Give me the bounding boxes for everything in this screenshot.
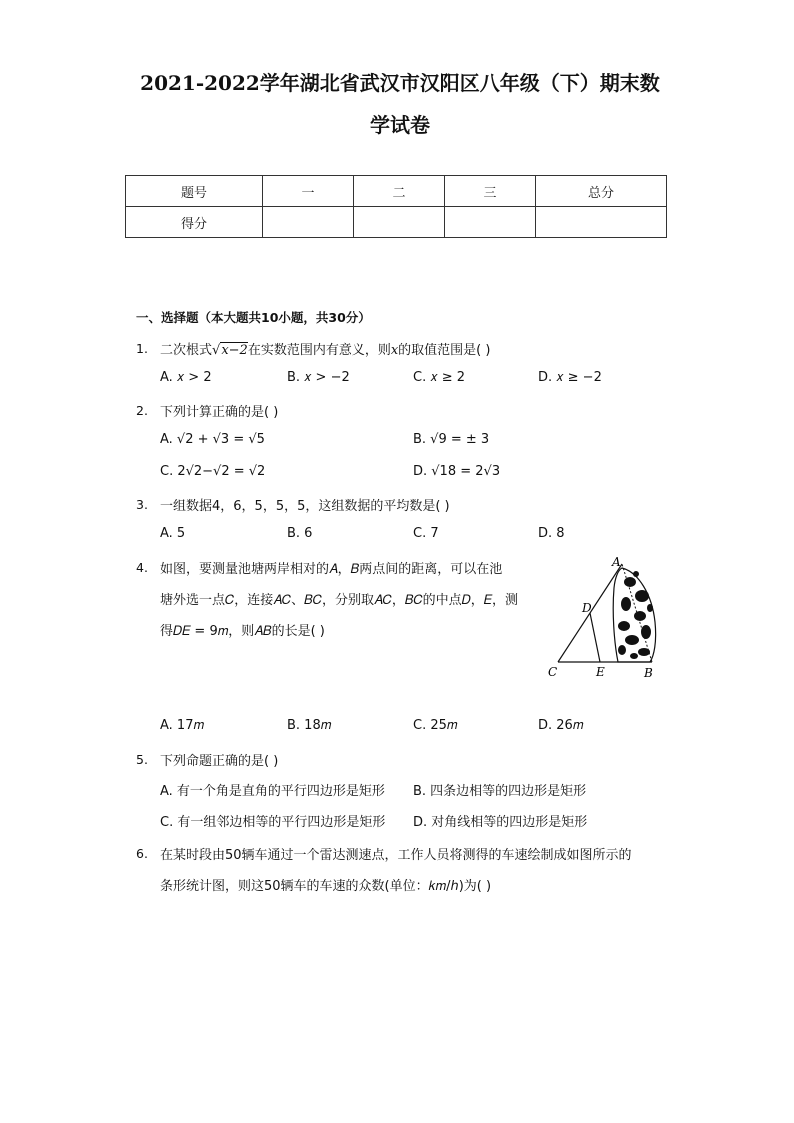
option-d[interactable]: D. √18 = 2√3	[413, 464, 501, 479]
option-a[interactable]: A. 有一个角是直角的平行四边形是矩形	[160, 784, 385, 799]
question-2-stem: 下列计算正确的是( )	[160, 405, 279, 420]
q1-text-end: 的取值范围是( )	[398, 343, 491, 358]
score-cell[interactable]	[354, 207, 445, 238]
score-table-row	[126, 207, 667, 238]
title-line-2: 学试卷	[370, 113, 430, 137]
question-4-line-1: 如图，要测量池塘两岸相对的𝐴，𝐵两点间的距离，可以在池	[160, 562, 503, 577]
question-number: 3.	[136, 497, 148, 512]
q1-variable: x	[390, 343, 399, 358]
score-cell[interactable]	[445, 207, 536, 238]
option-b[interactable]: B. 18𝑚	[287, 718, 332, 733]
question-6-line-2: 条形统计图，则这50辆车的车速的众数(单位：𝑘𝑚/ℎ)为( )	[160, 879, 492, 894]
question-number: 4.	[136, 560, 148, 575]
question-number: 6.	[136, 846, 148, 861]
question-number: 5.	[136, 752, 148, 767]
question-1-stem	[160, 339, 490, 358]
q1-text-post: 在实数范围内有意义，则	[247, 343, 391, 358]
score-cell[interactable]	[263, 207, 354, 238]
option-c[interactable]: C. 7	[413, 526, 439, 541]
question-3-stem: 一组数据4，6，5，5，5，这组数据的平均数是( )	[160, 499, 450, 514]
option-a[interactable]: A. 5	[160, 526, 186, 541]
q1-text-pre: 二次根式	[160, 343, 213, 358]
question-4-line-3: 得𝐷𝐸 = 9𝑚，则𝐴𝐵的长是( )	[160, 624, 325, 639]
score-header-cell: 一	[263, 176, 354, 207]
score-table	[125, 175, 667, 238]
option-d[interactable]: D. 𝑥 ≥ −2	[538, 370, 602, 385]
score-header-cell: 总分	[536, 176, 667, 207]
option-d[interactable]: D. 8	[538, 526, 565, 541]
option-a[interactable]: A. √2 + √3 = √5	[160, 432, 265, 447]
label-c: C	[548, 665, 558, 679]
q1-radicand: x−2	[221, 343, 248, 358]
option-c[interactable]: C. 2√2−√2 = √2	[160, 464, 266, 479]
pond-figure	[540, 552, 670, 682]
title-line-1: 2021-2022学年湖北省武汉市汉阳区八年级（下）期末数	[140, 71, 660, 95]
label-a: A	[612, 555, 621, 569]
option-b[interactable]: B. 𝑥 > −2	[287, 370, 350, 385]
option-b[interactable]: B. 四条边相等的四边形是矩形	[413, 784, 587, 799]
label-b: B	[644, 666, 653, 680]
question-number: 2.	[136, 403, 148, 418]
option-c[interactable]: C. 25𝑚	[413, 718, 458, 733]
option-a[interactable]: A. 17𝑚	[160, 718, 205, 733]
radical-sign: √	[212, 343, 221, 358]
score-cell[interactable]	[536, 207, 667, 238]
score-table-header-row	[126, 176, 667, 207]
score-row-label: 得分	[126, 207, 263, 238]
label-e: E	[596, 665, 605, 679]
option-c[interactable]: C. 有一组邻边相等的平行四边形是矩形	[160, 815, 386, 830]
question-4-line-2: 塘外选一点𝐶，连接𝐴𝐶、𝐵𝐶，分别取𝐴𝐶，𝐵𝐶的中点𝐷，𝐸，测	[160, 593, 518, 608]
question-number: 1.	[136, 341, 148, 356]
option-d[interactable]: D. 26𝑚	[538, 718, 584, 733]
option-b[interactable]: B. √9 = ± 3	[413, 432, 490, 447]
question-5-stem: 下列命题正确的是( )	[160, 754, 279, 769]
option-a[interactable]: A. 𝑥 > 2	[160, 370, 212, 385]
segment-de	[590, 613, 600, 662]
label-d: D	[582, 601, 592, 615]
section-heading: 一、选择题（本大题共10小题，共30分）	[136, 310, 371, 325]
score-header-cell: 二	[354, 176, 445, 207]
score-header-cell: 三	[445, 176, 536, 207]
option-d[interactable]: D. 对角线相等的四边形是矩形	[413, 815, 588, 830]
option-b[interactable]: B. 6	[287, 526, 313, 541]
option-c[interactable]: C. 𝑥 ≥ 2	[413, 370, 466, 385]
question-6-line-1: 在某时段由50辆车通过一个雷达测速点，工作人员将测得的车速绘制成如图所示的	[160, 848, 632, 863]
score-header-cell: 题号	[126, 176, 263, 207]
